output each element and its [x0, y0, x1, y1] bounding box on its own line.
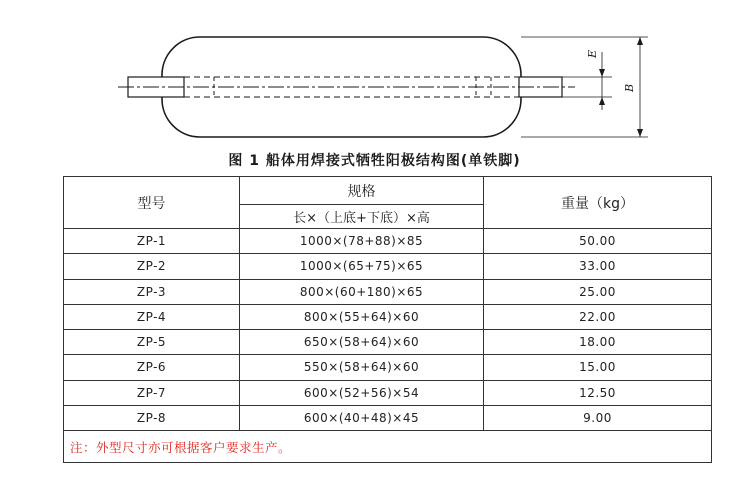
- dim-b-arrow-top: [637, 37, 643, 45]
- table-note-row: [64, 431, 712, 463]
- cell-weight: 22.00: [484, 304, 712, 329]
- dim-e-label: E: [586, 49, 599, 58]
- cell-weight: 15.00: [484, 355, 712, 380]
- cell-model: ZP-3: [64, 279, 240, 304]
- table-row: [64, 279, 712, 304]
- cell-model: ZP-7: [64, 380, 240, 405]
- header-model: 型号: [64, 177, 240, 229]
- table-note: 注：外型尺寸亦可根据客户要求生产。: [64, 431, 712, 463]
- cell-model: ZP-6: [64, 355, 240, 380]
- cell-model: ZP-1: [64, 229, 240, 254]
- cell-spec: 1000×(65+75)×65: [240, 254, 484, 279]
- table-row: [64, 304, 712, 329]
- cell-spec: 600×(52+56)×54: [240, 380, 484, 405]
- dim-e-arrow-bottom: [599, 97, 605, 105]
- cell-weight: 33.00: [484, 254, 712, 279]
- cell-spec: 800×(60+180)×65: [240, 279, 484, 304]
- header-spec: 规格: [240, 177, 484, 205]
- header-spec-sub: 长×（上底+下底）×高: [240, 205, 484, 229]
- cell-spec: 650×(58+64)×60: [240, 330, 484, 355]
- header-weight: 重量（kg）: [484, 177, 712, 229]
- dim-b-label: B: [623, 83, 636, 92]
- table-row: [64, 254, 712, 279]
- cell-weight: 9.00: [484, 405, 712, 430]
- cell-weight: 25.00: [484, 279, 712, 304]
- cell-spec: 1000×(78+88)×85: [240, 229, 484, 254]
- cell-model: ZP-8: [64, 405, 240, 430]
- dim-b-arrow-bottom: [637, 129, 643, 137]
- anode-structure-drawing: [0, 0, 749, 150]
- cell-model: ZP-4: [64, 304, 240, 329]
- cell-weight: 50.00: [484, 229, 712, 254]
- table-row: [64, 330, 712, 355]
- cell-weight: 12.50: [484, 380, 712, 405]
- table-row: [64, 229, 712, 254]
- anode-spec-table: [63, 176, 712, 463]
- anode-body-outline: [162, 37, 521, 137]
- cell-model: ZP-2: [64, 254, 240, 279]
- dim-e-arrow-top: [599, 69, 605, 77]
- table-row: [64, 355, 712, 380]
- cell-spec: 800×(55+64)×60: [240, 304, 484, 329]
- figure-caption: 图 1 船体用焊接式牺牲阳极结构图(单铁脚): [228, 153, 521, 169]
- table-row: [64, 380, 712, 405]
- table-row: [64, 405, 712, 430]
- cell-spec: 550×(58+64)×60: [240, 355, 484, 380]
- cell-model: ZP-5: [64, 330, 240, 355]
- cell-spec: 600×(40+48)×45: [240, 405, 484, 430]
- cell-weight: 18.00: [484, 330, 712, 355]
